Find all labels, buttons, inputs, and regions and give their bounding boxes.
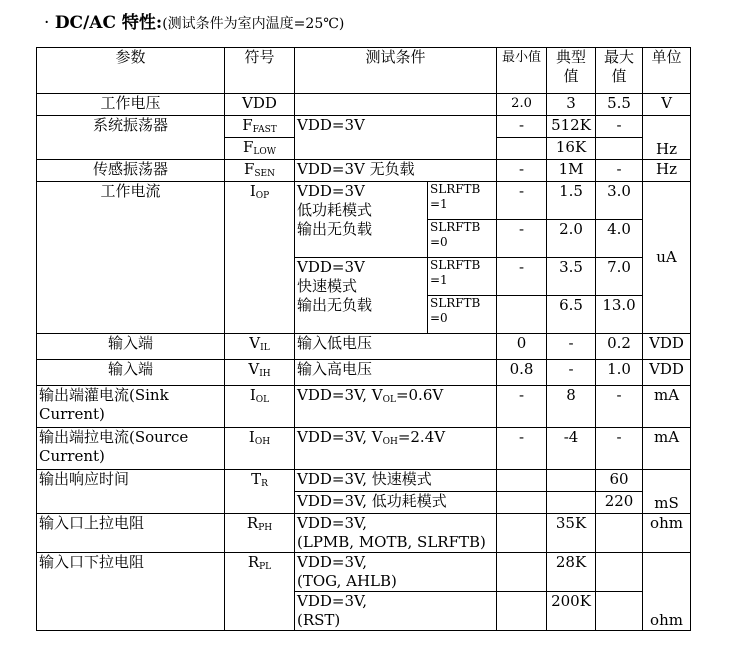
slrftb-cell: SLRFTB =0 xyxy=(428,296,497,334)
max-cell: 3.0 xyxy=(596,182,643,220)
min-cell: - xyxy=(497,386,547,428)
symbol-cell: $F_{FAST}$ xyxy=(225,116,295,138)
condition-cell: VDD=3V, $V_{OH}=2.4V$ xyxy=(295,428,497,470)
typ-cell xyxy=(547,492,596,514)
condition-cell: VDD=3V 无负载 xyxy=(295,160,497,182)
symbol-cell: $I_{OP}$ xyxy=(225,182,295,334)
max-cell: 7.0 xyxy=(596,258,643,296)
max-cell xyxy=(596,514,643,553)
header-unit: 单位 xyxy=(643,48,691,94)
unit-cell: Hz xyxy=(643,160,691,182)
typ-cell: 2.0 xyxy=(547,220,596,258)
param-cell: 工作电压 xyxy=(37,94,225,116)
condition-cell: VDD=3V 低功耗模式 输出无负载 xyxy=(295,182,428,258)
condition-cell: VDD=3V 快速模式 输出无负载 xyxy=(295,258,428,334)
header-typ: 典型值 xyxy=(547,48,596,94)
section-heading xyxy=(44,8,344,33)
max-cell xyxy=(596,138,643,160)
max-cell: - xyxy=(596,160,643,182)
param-cell: 系统振荡器 xyxy=(37,116,225,160)
unit-cell: VDD xyxy=(643,334,691,360)
condition-cell: VDD=3V, (TOG, AHLB) xyxy=(295,553,497,592)
min-cell xyxy=(497,553,547,592)
param-cell: 输出端拉电流(Source Current) xyxy=(37,428,225,470)
bullet: · xyxy=(44,13,50,33)
max-cell: - xyxy=(596,116,643,138)
max-cell xyxy=(596,553,643,592)
max-cell: 13.0 xyxy=(596,296,643,334)
header-max: 最大值 xyxy=(596,48,643,94)
min-cell: - xyxy=(497,428,547,470)
condition-cell: VDD=3V xyxy=(295,116,497,160)
symbol-cell: $R_{PL}$ xyxy=(225,553,295,631)
symbol-cell: $I_{OL}$ xyxy=(225,386,295,428)
symbol-cell: $R_{PH}$ xyxy=(225,514,295,553)
unit-cell: mA xyxy=(643,428,691,470)
min-cell: 0.8 xyxy=(497,360,547,386)
min-cell xyxy=(497,514,547,553)
condition-cell: VDD=3V, 低功耗模式 xyxy=(295,492,497,514)
unit-cell: V xyxy=(643,94,691,116)
param-cell: 输入口下拉电阻 xyxy=(37,553,225,631)
symbol-cell: $F_{LOW}$ xyxy=(225,138,295,160)
symbol-cell: $I_{OH}$ xyxy=(225,428,295,470)
param-cell: 输入端 xyxy=(37,334,225,360)
min-cell: - xyxy=(497,220,547,258)
typ-cell: 1M xyxy=(547,160,596,182)
header-row xyxy=(37,48,691,94)
condition-cell: VDD=3V, $V_{OL}=0.6V$ xyxy=(295,386,497,428)
unit-cell: Hz xyxy=(643,116,691,160)
condition-cell: VDD=3V, (RST) xyxy=(295,592,497,631)
header-param: 参数 xyxy=(37,48,225,94)
max-cell: 5.5 xyxy=(596,94,643,116)
table-row xyxy=(37,514,691,553)
max-cell: 60 xyxy=(596,470,643,492)
param-cell: 输入端 xyxy=(37,360,225,386)
typ-cell: - xyxy=(547,360,596,386)
condition-cell: VDD=3V, 快速模式 xyxy=(295,470,497,492)
max-cell: - xyxy=(596,386,643,428)
unit-cell: uA xyxy=(643,182,691,334)
typ-cell: 28K xyxy=(547,553,596,592)
param-cell: 工作电流 xyxy=(37,182,225,334)
max-cell xyxy=(596,592,643,631)
min-cell: - xyxy=(497,116,547,138)
test-condition-note: (测试条件为室内温度=25℃) xyxy=(162,16,345,32)
min-cell: - xyxy=(497,258,547,296)
typ-cell: 3 xyxy=(547,94,596,116)
unit-cell: ohm xyxy=(643,553,691,631)
symbol-cell: VDD xyxy=(225,94,295,116)
typ-cell: 6.5 xyxy=(547,296,596,334)
table-row xyxy=(37,470,691,492)
table-row xyxy=(37,386,691,428)
section-title: DC/AC 特性: xyxy=(54,13,163,33)
table-row xyxy=(37,360,691,386)
unit-cell: VDD xyxy=(643,360,691,386)
symbol-cell: $T_R$ xyxy=(225,470,295,514)
header-min: 最小值 xyxy=(497,48,547,94)
param-cell: 输出响应时间 xyxy=(37,470,225,514)
typ-cell: 16K xyxy=(547,138,596,160)
dc-ac-spec-table xyxy=(36,47,691,631)
min-cell xyxy=(497,492,547,514)
slrftb-cell: SLRFTB =1 xyxy=(428,182,497,220)
min-cell xyxy=(497,592,547,631)
condition-cell xyxy=(295,94,497,116)
slrftb-cell: SLRFTB =1 xyxy=(428,258,497,296)
min-cell xyxy=(497,470,547,492)
table-row xyxy=(37,116,691,138)
typ-cell: - xyxy=(547,334,596,360)
typ-cell xyxy=(547,470,596,492)
symbol-cell: $V_{IL}$ xyxy=(225,334,295,360)
table-row xyxy=(37,428,691,470)
min-cell: 2.0 xyxy=(497,94,547,116)
max-cell: - xyxy=(596,428,643,470)
max-cell: 4.0 xyxy=(596,220,643,258)
typ-cell: 35K xyxy=(547,514,596,553)
min-cell xyxy=(497,296,547,334)
param-cell: 输出端灌电流(Sink Current) xyxy=(37,386,225,428)
typ-cell: -4 xyxy=(547,428,596,470)
table-row xyxy=(37,160,691,182)
symbol-cell: $V_{IH}$ xyxy=(225,360,295,386)
header-condition: 测试条件 xyxy=(295,48,497,94)
typ-cell: 200K xyxy=(547,592,596,631)
typ-cell: 3.5 xyxy=(547,258,596,296)
unit-cell: mA xyxy=(643,386,691,428)
typ-cell: 512K xyxy=(547,116,596,138)
min-cell: 0 xyxy=(497,334,547,360)
condition-cell: 输入高电压 xyxy=(295,360,497,386)
unit-cell: mS xyxy=(643,470,691,514)
min-cell: - xyxy=(497,160,547,182)
header-symbol: 符号 xyxy=(225,48,295,94)
condition-cell: VDD=3V, (LPMB, MOTB, SLRFTB) xyxy=(295,514,497,553)
table-row xyxy=(37,334,691,360)
max-cell: 220 xyxy=(596,492,643,514)
min-cell: - xyxy=(497,182,547,220)
max-cell: 1.0 xyxy=(596,360,643,386)
table-row xyxy=(37,553,691,592)
condition-cell: 输入低电压 xyxy=(295,334,497,360)
slrftb-cell: SLRFTB =0 xyxy=(428,220,497,258)
table-row xyxy=(37,182,691,220)
unit-cell: ohm xyxy=(643,514,691,553)
max-cell: 0.2 xyxy=(596,334,643,360)
param-cell: 传感振荡器 xyxy=(37,160,225,182)
typ-cell: 8 xyxy=(547,386,596,428)
param-cell: 输入口上拉电阻 xyxy=(37,514,225,553)
table-row xyxy=(37,94,691,116)
symbol-cell: $F_{SEN}$ xyxy=(225,160,295,182)
min-cell xyxy=(497,138,547,160)
typ-cell: 1.5 xyxy=(547,182,596,220)
